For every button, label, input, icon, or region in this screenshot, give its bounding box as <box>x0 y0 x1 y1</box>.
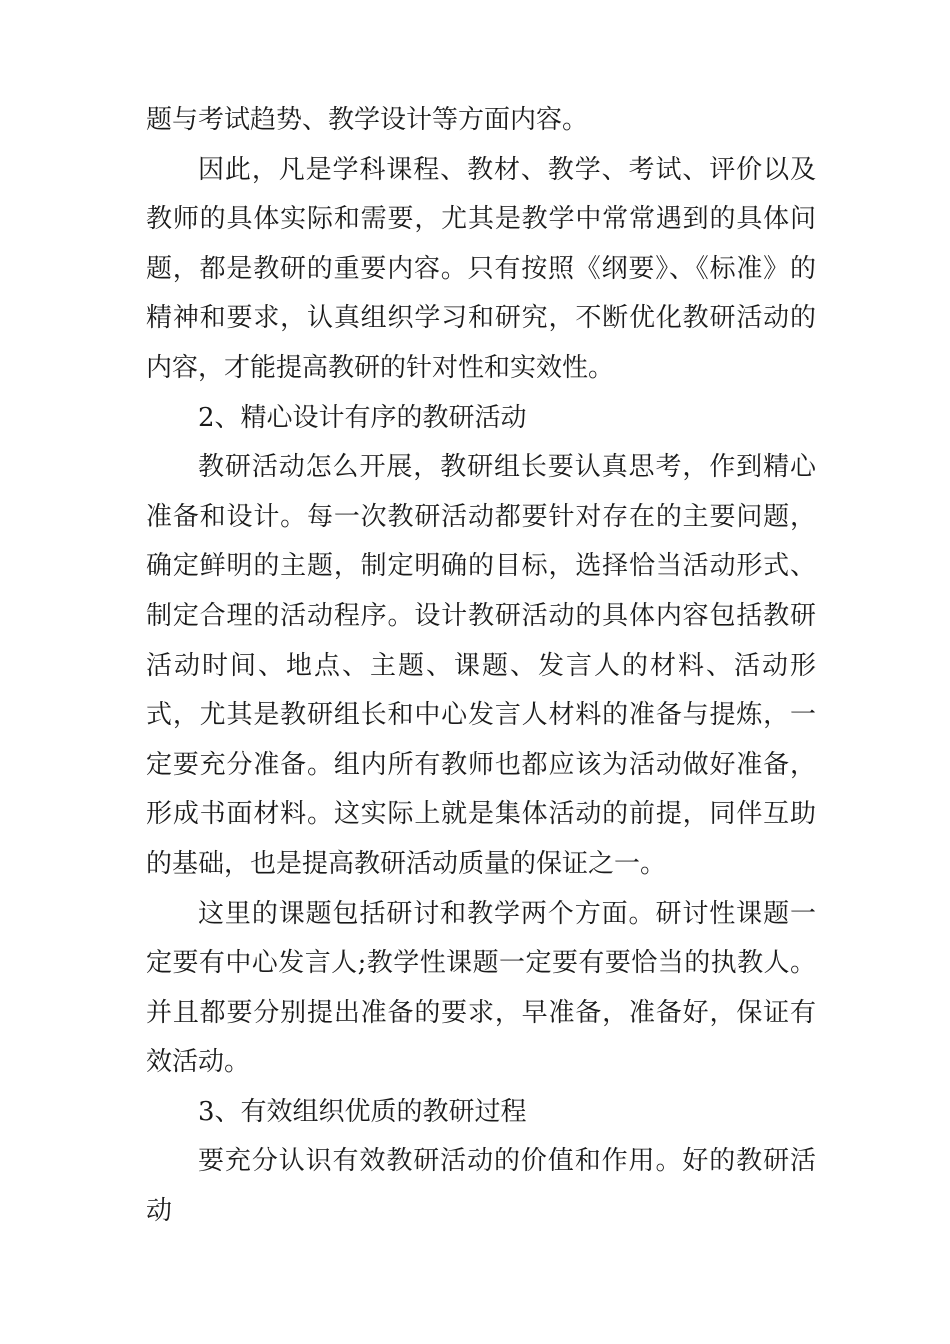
paragraph: 这里的课题包括研讨和教学两个方面。研讨性课题一定要有中心发言人;教学性课题一定要有要恰当的执教人。并且都要分别提出准备的要求，早准备，准备好，保证有效活动。 <box>146 898 816 1078</box>
paragraph-continuation: 题与考试趋势、教学设计等方面内容。 <box>146 105 589 135</box>
section-heading: 3、有效组织优质的教研过程 <box>198 1096 527 1127</box>
paragraph: 要充分认识有效教研活动的价值和作用。好的教研活动 <box>146 1146 816 1227</box>
paragraph: 教研活动怎么开展，教研组长要认真思考，作到精心准备和设计。每一次教研活动都要针对存在的主要问题，确定鲜明的主题，制定明确的目标，选择恰当活动形式、制定合理的活动程序。设计教研活动的具体内容包括教研活动时间、地点、主题、课题、发言人的材料、活动形式，尤其是教研组长和中心发言人材料的准备与提炼，一定要充分准备。组内所有教师也都应该为活动做好准备，形成书面材料。这实际上就是集体活动的前提，同伴互助的基础，也是提高教研活动质量的保证之一。 <box>146 452 816 879</box>
document-body <box>146 96 816 1237</box>
paragraph: 因此，凡是学科课程、教材、教学、考试、评价以及教师的具体实际和需要，尤其是教学中常常遇到的具体问题，都是教研的重要内容。只有按照《纲要》、《标准》的精神和要求，认真组织学习和研究，不断优化教研活动的内容，才能提高教研的针对性和实效性。 <box>146 154 816 383</box>
section-heading: 2、精心设计有序的教研活动 <box>198 402 527 433</box>
